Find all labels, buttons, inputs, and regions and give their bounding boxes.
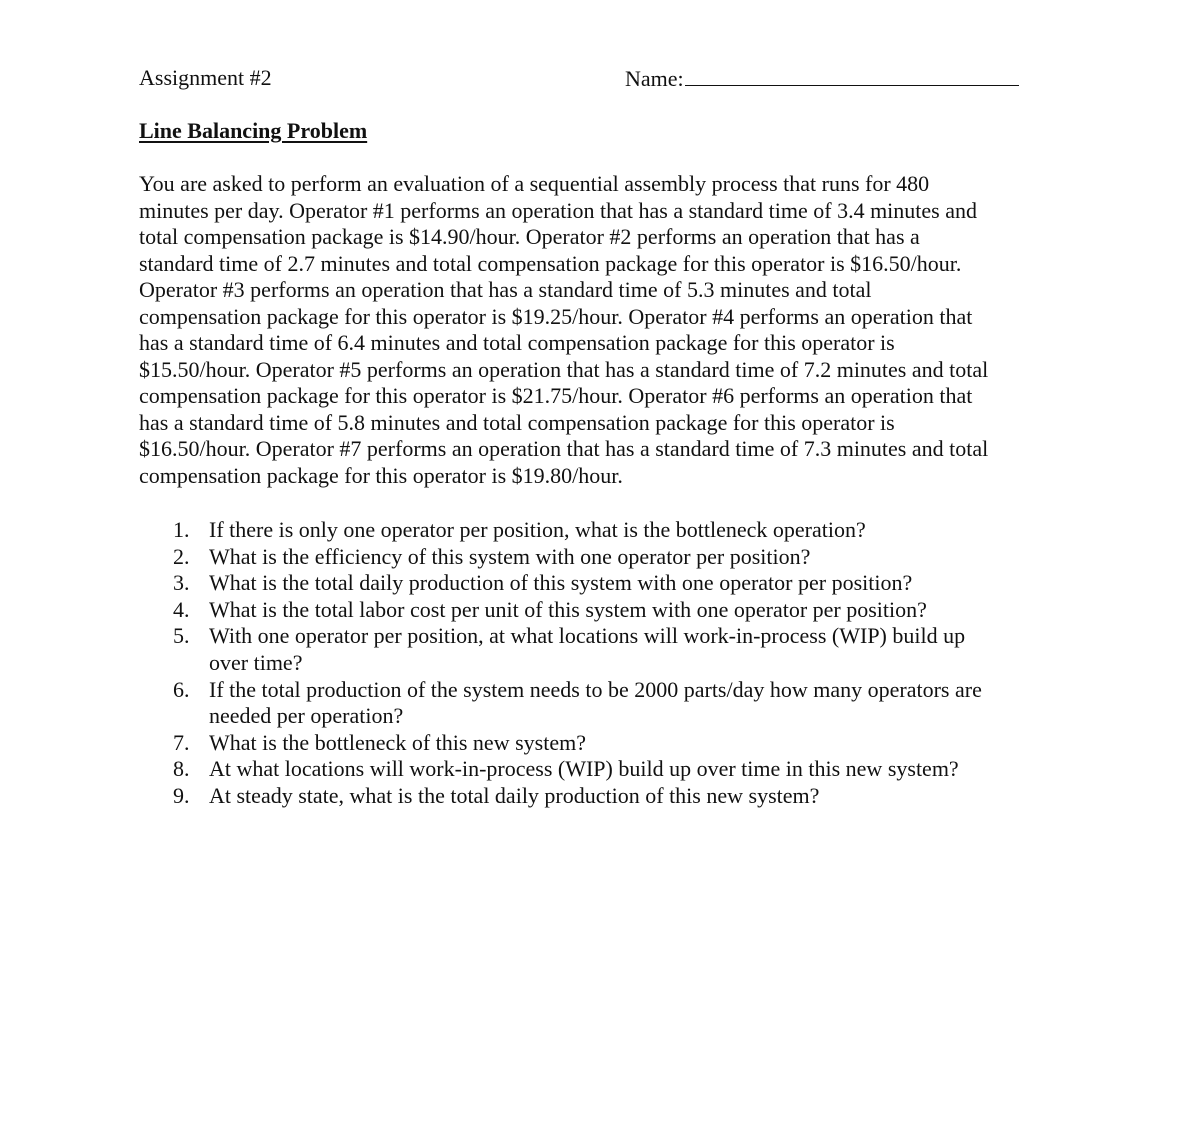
question-number: 1. xyxy=(173,517,190,542)
question-number: 8. xyxy=(173,756,190,782)
intro-line: $16.50/hour. Operator #7 performs an operation that has a standard time of 7.3 minutes and total xyxy=(139,436,989,461)
question-number: 7. xyxy=(173,729,190,755)
intro-line: standard time of 2.7 minutes and total compensation package for this operator is $16.50/hour. xyxy=(139,250,962,276)
question-item xyxy=(139,570,1039,597)
question-number: 6. xyxy=(173,676,190,702)
intro-line: minutes per day. Operator #1 performs an operation that has a standard time of 3.4 minutes and xyxy=(139,197,977,223)
intro-line: compensation package for this operator is $19.25/hour. Operator #4 performs an operation that xyxy=(139,303,973,329)
question-text-continued: needed per operation? xyxy=(209,703,404,729)
intro-line: $15.50/hour. Operator #5 performs an operation that has a standard time of 7.2 minutes and total xyxy=(139,356,989,382)
name-label: Name: xyxy=(625,66,684,91)
question-number: 3. xyxy=(173,570,190,596)
intro-line: compensation package for this operator is $19.80/hour. xyxy=(139,462,623,488)
question-item xyxy=(139,756,1039,783)
intro-line: compensation package for this operator is $21.75/hour. Operator #6 performs an operation that xyxy=(139,383,973,408)
assignment-label: Assignment #2 xyxy=(139,65,272,90)
question-item xyxy=(139,783,1039,810)
name-field xyxy=(625,64,1019,93)
question-item xyxy=(139,517,1039,544)
question-text: What is the bottleneck of this new system? xyxy=(209,729,586,755)
page-title: Line Balancing Problem xyxy=(139,118,368,143)
intro-line: has a standard time of 6.4 minutes and total compensation package for this operator is xyxy=(139,330,895,355)
intro-line: has a standard time of 5.8 minutes and total compensation package for this operator is xyxy=(139,409,895,435)
intro-line: You are asked to perform an evaluation of a sequential assembly process that runs for 480 xyxy=(139,171,930,196)
question-text: What is the total labor cost per unit of this system with one operator per position? xyxy=(209,596,927,622)
question-text: At steady state, what is the total daily production of this new system? xyxy=(209,782,820,808)
question-item xyxy=(139,623,1039,676)
intro-line: Operator #3 performs an operation that has a standard time of 5.3 minutes and total xyxy=(139,277,872,302)
question-text-continued: over time? xyxy=(209,649,303,675)
question-text: If there is only one operator per position, what is the bottleneck operation? xyxy=(209,517,866,542)
question-text: What is the efficiency of this system with one operator per position? xyxy=(209,543,811,569)
question-number: 9. xyxy=(173,782,190,808)
question-text: At what locations will work-in-process (WIP) build up over time in this new system? xyxy=(209,756,959,782)
question-text: If the total production of the system needs to be 2000 parts/day how many operators are xyxy=(209,676,982,702)
question-item xyxy=(139,677,1039,730)
question-list xyxy=(139,517,1039,810)
question-number: 5. xyxy=(173,623,190,649)
question-text: What is the total daily production of this system with one operator per position? xyxy=(209,570,913,596)
question-text: With one operator per position, at what locations will work-in-process (WIP) build up xyxy=(209,623,966,649)
name-blank-line xyxy=(685,64,1019,86)
question-item xyxy=(139,730,1039,757)
intro-line: total compensation package is $14.90/hour. Operator #2 performs an operation that has a xyxy=(139,224,920,249)
question-number: 4. xyxy=(173,596,190,622)
question-number: 2. xyxy=(173,543,190,569)
question-item xyxy=(139,544,1039,571)
question-item xyxy=(139,597,1039,624)
problem-statement xyxy=(139,171,1049,489)
